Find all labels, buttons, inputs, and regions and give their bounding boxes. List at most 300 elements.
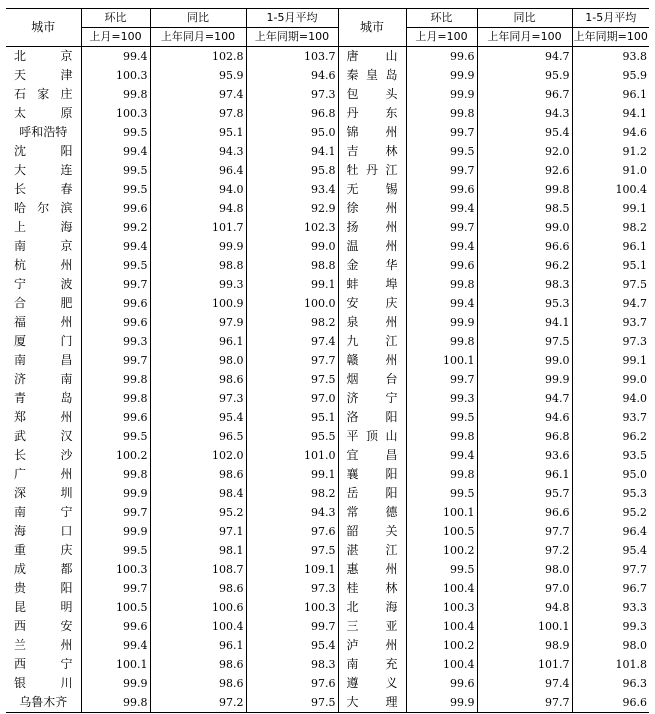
right-yoy-value: 97.4 — [477, 674, 572, 693]
right-avg-value: 99.0 — [572, 370, 649, 389]
right-city-name: 徐州 — [338, 199, 406, 218]
left-avg-value: 97.5 — [246, 541, 338, 560]
right-avg-value: 99.1 — [572, 199, 649, 218]
right-avg-value: 91.0 — [572, 161, 649, 180]
right-mom-value: 99.5 — [406, 560, 477, 579]
header-avg-right: 1-5月平均 — [572, 9, 649, 28]
right-city-name: 洛阳 — [338, 408, 406, 427]
right-mom-value: 99.6 — [406, 256, 477, 275]
left-mom-value: 99.4 — [81, 237, 150, 256]
right-city-name: 常德 — [338, 503, 406, 522]
table-row — [6, 47, 649, 67]
left-mom-value: 99.8 — [81, 389, 150, 408]
left-yoy-value: 98.0 — [150, 351, 246, 370]
right-yoy-value: 96.6 — [477, 503, 572, 522]
left-avg-value: 101.0 — [246, 446, 338, 465]
left-city-name: 济南 — [14, 372, 73, 386]
right-city-name: 安庆 — [338, 294, 406, 313]
right-avg-value: 97.7 — [572, 560, 649, 579]
left-city-name: 大连 — [14, 163, 73, 177]
header-mom-left: 环比 — [81, 9, 150, 28]
left-mom-value: 99.5 — [81, 123, 150, 142]
left-city-name: 南京 — [14, 239, 73, 253]
table-body — [6, 47, 649, 713]
left-yoy-value: 98.6 — [150, 674, 246, 693]
right-yoy-value: 97.7 — [477, 522, 572, 541]
left-avg-value: 98.2 — [246, 484, 338, 503]
left-city-name: 杭州 — [14, 258, 73, 272]
right-yoy-value: 94.8 — [477, 598, 572, 617]
table-row — [6, 66, 649, 85]
right-city-name: 襄阳 — [338, 465, 406, 484]
right-mom-value: 99.4 — [406, 237, 477, 256]
left-yoy-value: 98.4 — [150, 484, 246, 503]
left-mom-value: 99.8 — [81, 85, 150, 104]
right-city-name: 泉州 — [338, 313, 406, 332]
right-avg-value: 96.1 — [572, 85, 649, 104]
left-city-name: 哈尔滨 — [14, 201, 73, 215]
right-mom-value: 99.9 — [406, 693, 477, 713]
right-avg-value: 96.2 — [572, 427, 649, 446]
left-mom-value: 99.5 — [81, 180, 150, 199]
right-city-name: 北海 — [338, 598, 406, 617]
right-mom-value: 99.5 — [406, 142, 477, 161]
left-avg-value: 97.0 — [246, 389, 338, 408]
left-city-name: 福州 — [14, 315, 73, 329]
left-avg-value: 92.9 — [246, 199, 338, 218]
right-avg-value: 94.0 — [572, 389, 649, 408]
left-mom-value: 99.2 — [81, 218, 150, 237]
right-avg-value: 96.1 — [572, 237, 649, 256]
header-sub-mom-right: 上月=100 — [406, 28, 477, 47]
left-yoy-value: 99.9 — [150, 237, 246, 256]
header-sub-avg-left: 上年同期=100 — [246, 28, 338, 47]
right-mom-value: 100.4 — [406, 579, 477, 598]
left-avg-value: 97.7 — [246, 351, 338, 370]
right-yoy-value: 92.6 — [477, 161, 572, 180]
table-row — [6, 465, 649, 484]
left-yoy-value: 99.3 — [150, 275, 246, 294]
right-city-name: 九江 — [338, 332, 406, 351]
right-avg-value: 91.2 — [572, 142, 649, 161]
right-yoy-value: 99.0 — [477, 351, 572, 370]
left-avg-value: 99.0 — [246, 237, 338, 256]
left-mom-value: 99.4 — [81, 142, 150, 161]
left-city-name: 成都 — [14, 562, 73, 576]
left-avg-value: 97.6 — [246, 522, 338, 541]
left-avg-value: 109.1 — [246, 560, 338, 579]
left-yoy-value: 98.8 — [150, 256, 246, 275]
left-yoy-value: 100.9 — [150, 294, 246, 313]
right-yoy-value: 94.6 — [477, 408, 572, 427]
right-city-name: 唐山 — [338, 47, 406, 67]
table-row — [6, 218, 649, 237]
left-city-name: 昆明 — [14, 600, 73, 614]
right-yoy-value: 93.6 — [477, 446, 572, 465]
right-yoy-value: 101.7 — [477, 655, 572, 674]
left-mom-value: 99.7 — [81, 351, 150, 370]
left-yoy-value: 95.4 — [150, 408, 246, 427]
right-yoy-value: 97.2 — [477, 541, 572, 560]
left-avg-value: 93.4 — [246, 180, 338, 199]
table-row — [6, 693, 649, 713]
table-row — [6, 104, 649, 123]
left-avg-value: 98.8 — [246, 256, 338, 275]
table-row — [6, 237, 649, 256]
left-mom-value: 99.9 — [81, 674, 150, 693]
left-city-name: 长沙 — [14, 448, 73, 462]
right-yoy-value: 95.9 — [477, 66, 572, 85]
right-avg-value: 96.6 — [572, 693, 649, 713]
right-city-name: 吉林 — [338, 142, 406, 161]
table-row — [6, 579, 649, 598]
right-mom-value: 99.8 — [406, 275, 477, 294]
right-avg-value: 95.3 — [572, 484, 649, 503]
right-city-name: 济宁 — [338, 389, 406, 408]
left-city-name: 厦门 — [14, 334, 73, 348]
right-avg-value: 98.0 — [572, 636, 649, 655]
right-yoy-value: 98.5 — [477, 199, 572, 218]
left-city-name: 武汉 — [14, 429, 73, 443]
right-avg-value: 93.5 — [572, 446, 649, 465]
right-mom-value: 100.4 — [406, 617, 477, 636]
right-city-name: 赣州 — [338, 351, 406, 370]
left-yoy-value: 100.4 — [150, 617, 246, 636]
left-avg-value: 99.7 — [246, 617, 338, 636]
left-yoy-value: 96.4 — [150, 161, 246, 180]
header-city-right: 城市 — [338, 9, 406, 47]
right-city-name: 牡丹江 — [338, 161, 406, 180]
table-row — [6, 617, 649, 636]
left-mom-value: 100.3 — [81, 66, 150, 85]
right-yoy-value: 97.7 — [477, 693, 572, 713]
right-city-name: 三亚 — [338, 617, 406, 636]
left-city-name: 南宁 — [14, 505, 73, 519]
right-city-name: 遵义 — [338, 674, 406, 693]
right-city-name: 锦州 — [338, 123, 406, 142]
table-row — [6, 674, 649, 693]
right-mom-value: 99.9 — [406, 313, 477, 332]
right-yoy-value: 99.0 — [477, 218, 572, 237]
left-mom-value: 99.8 — [81, 465, 150, 484]
right-city-name: 金华 — [338, 256, 406, 275]
left-mom-value: 99.6 — [81, 408, 150, 427]
right-avg-value: 94.6 — [572, 123, 649, 142]
right-yoy-value: 99.9 — [477, 370, 572, 389]
right-mom-value: 99.8 — [406, 465, 477, 484]
left-avg-value: 99.1 — [246, 465, 338, 484]
right-city-name: 韶关 — [338, 522, 406, 541]
right-mom-value: 99.7 — [406, 370, 477, 389]
table-row — [6, 123, 649, 142]
left-avg-value: 95.8 — [246, 161, 338, 180]
left-mom-value: 99.7 — [81, 503, 150, 522]
left-mom-value: 99.5 — [81, 427, 150, 446]
right-avg-value: 94.1 — [572, 104, 649, 123]
left-city-name: 银川 — [14, 676, 73, 690]
right-city-name: 宜昌 — [338, 446, 406, 465]
right-yoy-value: 100.1 — [477, 617, 572, 636]
table-row — [6, 294, 649, 313]
header-avg-left: 1-5月平均 — [246, 9, 338, 28]
table-row — [6, 199, 649, 218]
right-mom-value: 99.8 — [406, 427, 477, 446]
left-avg-value: 98.2 — [246, 313, 338, 332]
left-city-name: 北京 — [14, 49, 73, 63]
left-avg-value: 99.1 — [246, 275, 338, 294]
right-yoy-value: 94.3 — [477, 104, 572, 123]
right-yoy-value: 98.0 — [477, 560, 572, 579]
table-row — [6, 389, 649, 408]
left-yoy-value: 95.2 — [150, 503, 246, 522]
right-yoy-value: 96.8 — [477, 427, 572, 446]
right-city-name: 包头 — [338, 85, 406, 104]
right-city-name: 大理 — [338, 693, 406, 713]
right-yoy-value: 96.1 — [477, 465, 572, 484]
right-mom-value: 99.6 — [406, 47, 477, 67]
left-avg-value: 95.0 — [246, 123, 338, 142]
left-city-name: 太原 — [14, 106, 73, 120]
table-row — [6, 161, 649, 180]
left-yoy-value: 97.9 — [150, 313, 246, 332]
right-city-name: 丹东 — [338, 104, 406, 123]
header-row-bases — [6, 28, 649, 47]
left-avg-value: 97.5 — [246, 693, 338, 713]
table-row — [6, 85, 649, 104]
table-row — [6, 313, 649, 332]
left-mom-value: 99.9 — [81, 484, 150, 503]
left-city-name: 西安 — [14, 619, 73, 633]
left-city-name: 青岛 — [14, 391, 73, 405]
left-mom-value: 99.6 — [81, 617, 150, 636]
right-avg-value: 97.5 — [572, 275, 649, 294]
right-mom-value: 99.7 — [406, 123, 477, 142]
right-city-name: 惠州 — [338, 560, 406, 579]
right-avg-value: 95.0 — [572, 465, 649, 484]
left-city-name: 长春 — [14, 182, 73, 196]
left-avg-value: 97.3 — [246, 85, 338, 104]
left-city-name: 贵阳 — [14, 581, 73, 595]
left-yoy-value: 94.8 — [150, 199, 246, 218]
right-yoy-value: 94.1 — [477, 313, 572, 332]
right-avg-value: 93.7 — [572, 408, 649, 427]
left-yoy-value: 102.8 — [150, 47, 246, 67]
left-avg-value: 97.6 — [246, 674, 338, 693]
left-city-name: 郑州 — [14, 410, 73, 424]
table-row — [6, 275, 649, 294]
left-mom-value: 99.5 — [81, 541, 150, 560]
left-yoy-value: 97.4 — [150, 85, 246, 104]
left-avg-value: 100.0 — [246, 294, 338, 313]
table-row — [6, 256, 649, 275]
left-yoy-value: 102.0 — [150, 446, 246, 465]
left-city-name: 兰州 — [14, 638, 73, 652]
table-row — [6, 541, 649, 560]
left-city-name: 深圳 — [14, 486, 73, 500]
left-yoy-value: 98.6 — [150, 370, 246, 389]
left-avg-value: 100.3 — [246, 598, 338, 617]
right-mom-value: 100.3 — [406, 598, 477, 617]
right-city-name: 温州 — [338, 237, 406, 256]
right-avg-value: 100.4 — [572, 180, 649, 199]
right-mom-value: 99.6 — [406, 674, 477, 693]
right-yoy-value: 97.0 — [477, 579, 572, 598]
left-city-name: 石家庄 — [14, 87, 73, 101]
left-avg-value: 102.3 — [246, 218, 338, 237]
left-mom-value: 99.5 — [81, 256, 150, 275]
left-mom-value: 100.3 — [81, 560, 150, 579]
right-mom-value: 99.4 — [406, 199, 477, 218]
right-mom-value: 99.5 — [406, 484, 477, 503]
header-sub-avg-right: 上年同期=100 — [572, 28, 649, 47]
left-yoy-value: 96.1 — [150, 636, 246, 655]
left-yoy-value: 98.6 — [150, 465, 246, 484]
right-yoy-value: 96.6 — [477, 237, 572, 256]
right-yoy-value: 96.2 — [477, 256, 572, 275]
right-mom-value: 99.6 — [406, 180, 477, 199]
left-avg-value: 97.4 — [246, 332, 338, 351]
table-row — [6, 636, 649, 655]
left-avg-value: 94.6 — [246, 66, 338, 85]
right-avg-value: 95.1 — [572, 256, 649, 275]
right-avg-value: 94.7 — [572, 294, 649, 313]
left-avg-value: 97.3 — [246, 579, 338, 598]
table-row — [6, 484, 649, 503]
left-city-name: 南昌 — [14, 353, 73, 367]
right-city-name: 烟台 — [338, 370, 406, 389]
left-city-name: 沈阳 — [14, 144, 73, 158]
right-city-name: 扬州 — [338, 218, 406, 237]
left-mom-value: 99.8 — [81, 370, 150, 389]
price-index-table — [6, 8, 649, 713]
left-yoy-value: 96.5 — [150, 427, 246, 446]
right-city-name: 秦皇岛 — [338, 66, 406, 85]
right-city-name: 桂林 — [338, 579, 406, 598]
right-yoy-value: 95.7 — [477, 484, 572, 503]
header-yoy-left: 同比 — [150, 9, 246, 28]
right-avg-value: 99.1 — [572, 351, 649, 370]
left-avg-value: 96.8 — [246, 104, 338, 123]
right-avg-value: 96.7 — [572, 579, 649, 598]
table-row — [6, 655, 649, 674]
left-avg-value: 95.1 — [246, 408, 338, 427]
left-yoy-value: 94.3 — [150, 142, 246, 161]
right-mom-value: 99.7 — [406, 161, 477, 180]
right-mom-value: 99.4 — [406, 294, 477, 313]
left-city-name: 天津 — [14, 68, 73, 82]
left-yoy-value: 108.7 — [150, 560, 246, 579]
right-city-name: 无锡 — [338, 180, 406, 199]
right-avg-value: 97.3 — [572, 332, 649, 351]
right-yoy-value: 97.5 — [477, 332, 572, 351]
right-yoy-value: 98.9 — [477, 636, 572, 655]
left-yoy-value: 100.6 — [150, 598, 246, 617]
right-city-name: 蚌埠 — [338, 275, 406, 294]
left-mom-value: 99.7 — [81, 579, 150, 598]
left-yoy-value: 97.8 — [150, 104, 246, 123]
left-city-name: 海口 — [14, 524, 73, 538]
left-mom-value: 100.1 — [81, 655, 150, 674]
right-avg-value: 101.8 — [572, 655, 649, 674]
header-yoy-right: 同比 — [477, 9, 572, 28]
left-city-name: 重庆 — [14, 543, 73, 557]
right-city-name: 湛江 — [338, 541, 406, 560]
left-city-name: 乌鲁木齐 — [6, 693, 81, 713]
left-yoy-value: 97.2 — [150, 693, 246, 713]
table-row — [6, 427, 649, 446]
right-mom-value: 99.7 — [406, 218, 477, 237]
right-mom-value: 99.3 — [406, 389, 477, 408]
right-city-name: 南充 — [338, 655, 406, 674]
left-city-name: 上海 — [14, 220, 73, 234]
right-avg-value: 96.4 — [572, 522, 649, 541]
right-avg-value: 99.3 — [572, 617, 649, 636]
right-mom-value: 99.8 — [406, 332, 477, 351]
header-city-left: 城市 — [6, 9, 81, 47]
table-row — [6, 332, 649, 351]
left-avg-value: 95.5 — [246, 427, 338, 446]
left-yoy-value: 101.7 — [150, 218, 246, 237]
right-mom-value: 99.9 — [406, 85, 477, 104]
left-avg-value: 94.3 — [246, 503, 338, 522]
right-mom-value: 100.1 — [406, 503, 477, 522]
left-avg-value: 94.1 — [246, 142, 338, 161]
left-city-name: 广州 — [14, 467, 73, 481]
right-mom-value: 100.2 — [406, 636, 477, 655]
right-avg-value: 93.3 — [572, 598, 649, 617]
price-index-table-container — [6, 8, 649, 713]
table-row — [6, 142, 649, 161]
right-yoy-value: 92.0 — [477, 142, 572, 161]
right-avg-value: 93.8 — [572, 47, 649, 67]
left-yoy-value: 98.6 — [150, 579, 246, 598]
left-mom-value: 100.5 — [81, 598, 150, 617]
table-row — [6, 598, 649, 617]
right-avg-value: 96.3 — [572, 674, 649, 693]
left-yoy-value: 98.1 — [150, 541, 246, 560]
left-avg-value: 97.5 — [246, 370, 338, 389]
right-avg-value: 98.2 — [572, 218, 649, 237]
right-city-name: 泸州 — [338, 636, 406, 655]
right-yoy-value: 94.7 — [477, 389, 572, 408]
right-city-name: 平顶山 — [338, 427, 406, 446]
right-yoy-value: 99.8 — [477, 180, 572, 199]
header-sub-mom-left: 上月=100 — [81, 28, 150, 47]
table-row — [6, 560, 649, 579]
right-yoy-value: 96.7 — [477, 85, 572, 104]
header-sub-yoy-right: 上年同月=100 — [477, 28, 572, 47]
right-avg-value: 95.9 — [572, 66, 649, 85]
right-yoy-value: 98.3 — [477, 275, 572, 294]
right-avg-value: 95.2 — [572, 503, 649, 522]
right-mom-value: 99.8 — [406, 104, 477, 123]
right-mom-value: 100.5 — [406, 522, 477, 541]
left-mom-value: 99.3 — [81, 332, 150, 351]
left-mom-value: 99.9 — [81, 522, 150, 541]
right-avg-value: 93.7 — [572, 313, 649, 332]
left-city-name: 西宁 — [14, 657, 73, 671]
table-row — [6, 370, 649, 389]
left-mom-value: 99.5 — [81, 161, 150, 180]
right-yoy-value: 94.7 — [477, 47, 572, 67]
table-row — [6, 446, 649, 465]
right-mom-value: 99.5 — [406, 408, 477, 427]
left-yoy-value: 96.1 — [150, 332, 246, 351]
left-mom-value: 99.4 — [81, 47, 150, 67]
left-avg-value: 103.7 — [246, 47, 338, 67]
left-city-name: 合肥 — [14, 296, 73, 310]
left-avg-value: 95.4 — [246, 636, 338, 655]
